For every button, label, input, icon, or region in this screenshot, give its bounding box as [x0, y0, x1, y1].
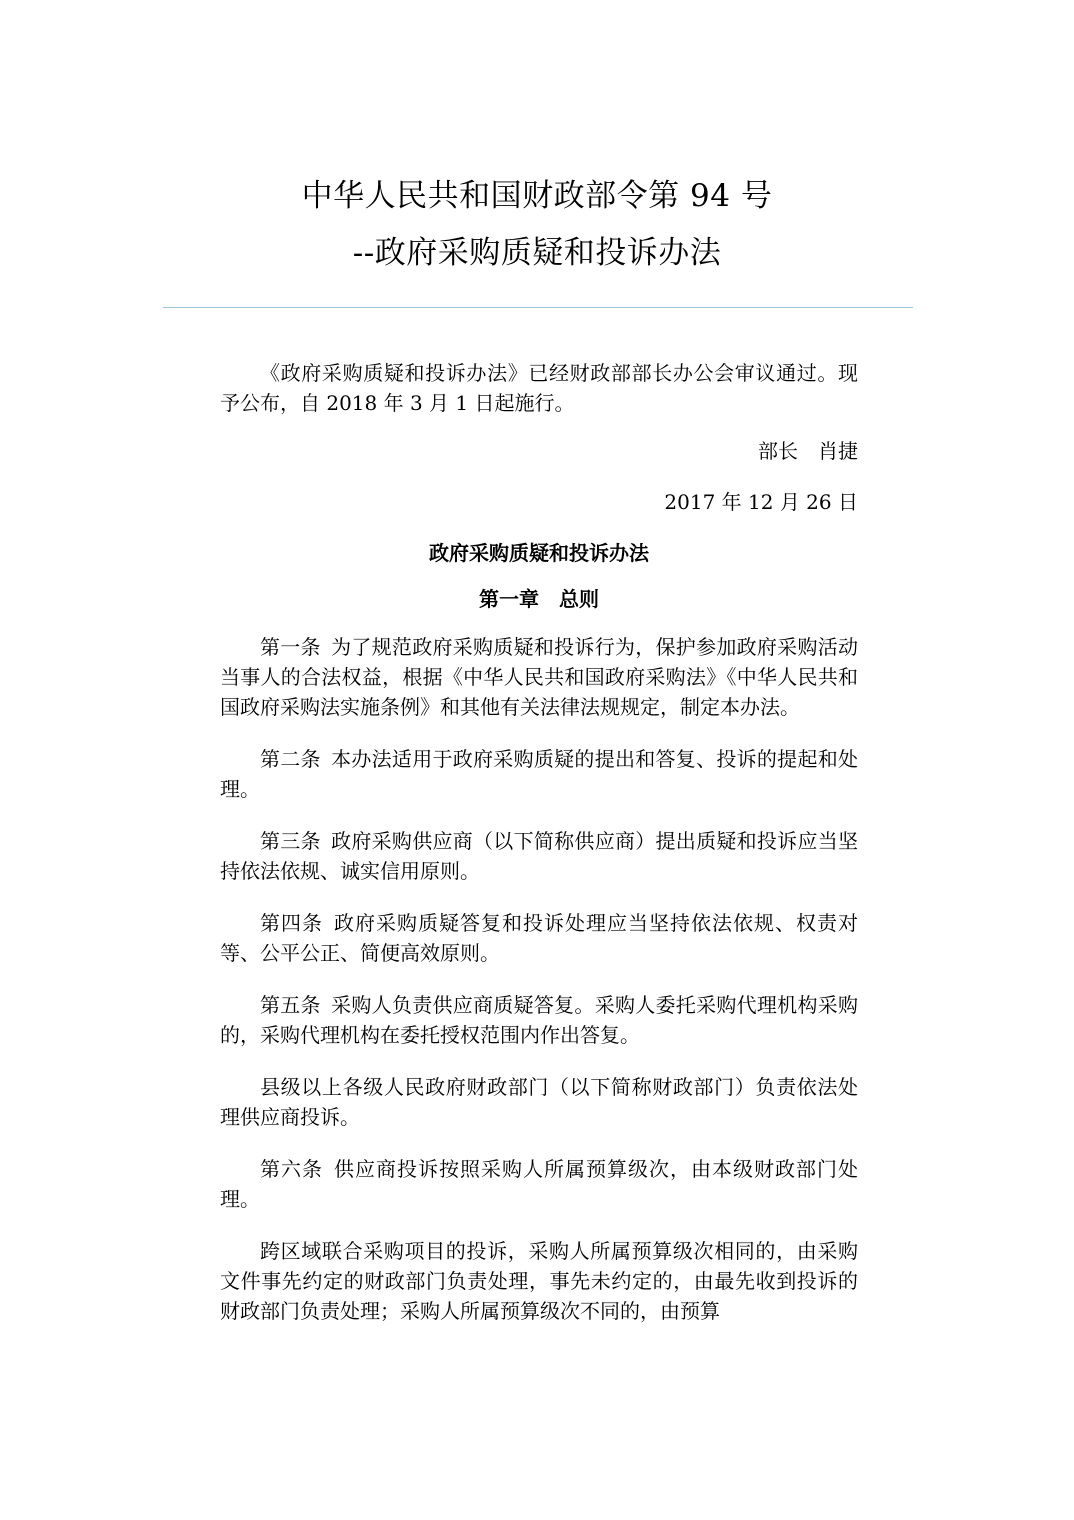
chapter-number: 第一章 [479, 587, 539, 611]
article-label: 第三条 [260, 829, 321, 853]
article-text: 政府采购质疑答复和投诉处理应当坚持依法依规、权责对等、公平公正、简便高效原则。 [220, 911, 858, 965]
article-label: 第六条 [260, 1157, 323, 1181]
signature-line [220, 436, 858, 466]
article-text: 政府采购供应商（以下简称供应商）提出质疑和投诉应当坚持依法依规、诚实信用原则。 [220, 829, 859, 883]
article-paragraph [220, 826, 858, 886]
article-paragraph [220, 1154, 858, 1214]
cross-region-paragraph: 跨区域联合采购项目的投诉，采购人所属预算级次相同的，由采购文件事先约定的财政部门负责处理，事先未约定的，由最先收到投诉的财政部门负责处理；采购人所属预算级次不同的，由预算 [220, 1239, 858, 1323]
signature-title: 部长 [758, 439, 798, 463]
article-label: 第二条 [260, 747, 321, 771]
article-text: 为了规范政府采购质疑和投诉行为，保护参加政府采购活动当事人的合法权益，根据《中华人民共和国政府采购法》《中华人民共和国政府采购法实施条例》和其他有关法律法规规定，制定本办法。 [220, 635, 859, 719]
county-paragraph: 县级以上各级人民政府财政部门（以下简称财政部门）负责依法处理供应商投诉。 [220, 1075, 858, 1129]
chapter-heading [220, 584, 858, 614]
chapter-name: 总则 [559, 587, 599, 611]
article-paragraph [220, 990, 858, 1050]
preamble-paragraph: 《政府采购质疑和投诉办法》已经财政部部长办公会审议通过。现予公布，自 2018 年 3 月 1 日起施行。 [220, 361, 858, 415]
article-label: 第四条 [260, 911, 323, 935]
title-divider [163, 307, 913, 308]
article-text: 供应商投诉按照采购人所属预算级次，由本级财政部门处理。 [220, 1157, 858, 1211]
article-label: 第一条 [260, 635, 321, 659]
signature-name: 肖捷 [818, 439, 858, 463]
regulation-heading: 政府采购质疑和投诉办法 [429, 541, 649, 565]
article-paragraph [220, 744, 858, 804]
article-text: 采购人负责供应商质疑答复。采购人委托采购代理机构采购的，采购代理机构在委托授权范围内作出答复。 [220, 993, 859, 1047]
article-text: 本办法适用于政府采购质疑的提出和答复、投诉的提起和处理。 [220, 747, 859, 801]
article-paragraph [220, 908, 858, 968]
signature-date: 2017 年 12 月 26 日 [664, 490, 858, 514]
article-label: 第五条 [260, 993, 321, 1017]
article-paragraph [220, 632, 858, 722]
document-body [220, 358, 858, 1348]
document-title-line2: --政府采购质疑和投诉办法 [352, 235, 722, 271]
document-title-line1: 中华人民共和国财政部令第 94 号 [301, 178, 773, 214]
